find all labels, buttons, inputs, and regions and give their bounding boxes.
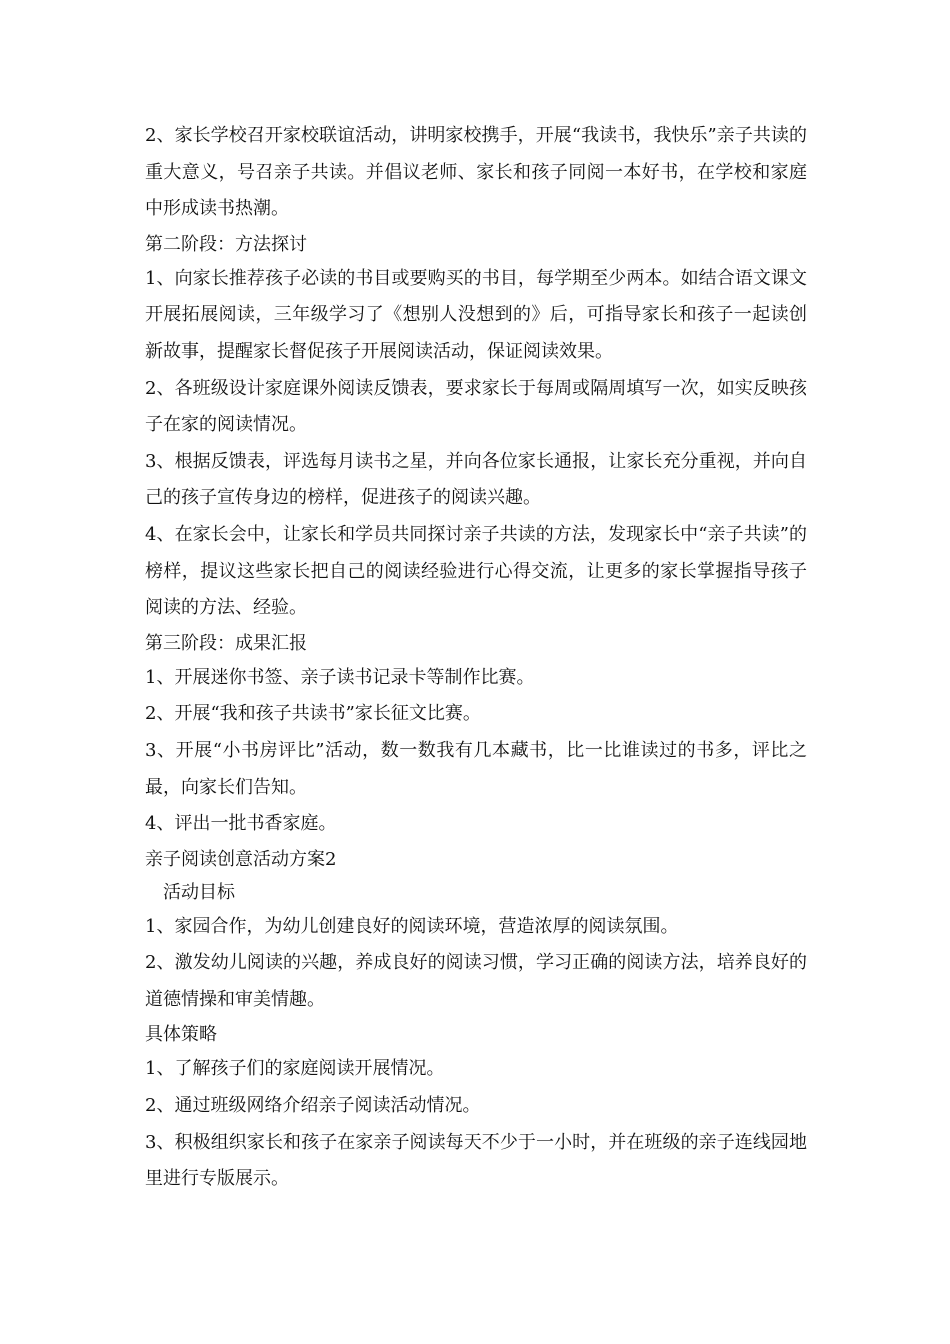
paragraph-book-family: 4、评出一批书香家庭。	[145, 813, 337, 835]
heading-stage-two: 第二阶段：方法探讨	[145, 233, 307, 255]
paragraph-strategy-two: 2、通过班级网络介绍亲子阅读活动情况。	[145, 1095, 481, 1117]
paragraph-reading-star: 3、根据反馈表，评选每月读书之星，并向各位家长通报，让家长充分重视，并向自己的孩子宣传身边的榜样，促进孩子的阅读兴趣。	[145, 450, 807, 509]
paragraph-feedback-form: 2、各班级设计家庭课外阅读反馈表，要求家长于每周或隔周填写一次，如实反映孩子在家的阅读情况。	[145, 377, 807, 436]
document-page	[145, 118, 807, 1198]
paragraph-goal-one: 1、家园合作，为幼儿创建良好的阅读环境，营造浓厚的阅读氛围。	[145, 915, 679, 937]
heading-activity-goals: 活动目标	[163, 881, 235, 903]
paragraph-home-school-event: 2、家长学校召开家校联谊活动，讲明家校携手，开展“我读书，我快乐”亲子共读的重大意义，号召亲子共读。并倡议老师、家长和孩子同阅一本好书，在学校和家庭中形成读书热潮。	[145, 125, 807, 220]
heading-plan-two: 亲子阅读创意活动方案2	[145, 848, 337, 870]
heading-strategies: 具体策略	[145, 1024, 217, 1046]
heading-stage-three: 第三阶段：成果汇报	[145, 632, 307, 654]
paragraph-bookmark-contest: 1、开展迷你书签、亲子读书记录卡等制作比赛。	[145, 666, 535, 688]
paragraph-strategy-three: 3、积极组织家长和孩子在家亲子阅读每天不少于一小时，并在班级的亲子连线园地里进行专版展示。	[145, 1131, 807, 1190]
paragraph-strategy-one: 1、了解孩子们的家庭阅读开展情况。	[145, 1058, 445, 1080]
paragraph-parent-meeting: 4、在家长会中，让家长和学员共同探讨亲子共读的方法，发现家长中“亲子共读”的榜样，提议这些家长把自己的阅读经验进行心得交流，让更多的家长掌握指导孩子阅读的方法、经验。	[145, 523, 807, 619]
paragraph-study-room-contest: 3、开展“小书房评比”活动，数一数我有几本藏书，比一比谁读过的书多，评比之最，向家长们告知。	[145, 739, 807, 798]
paragraph-recommend-books: 1、向家长推荐孩子必读的书目或要购买的书目，每学期至少两本。如结合语文课文开展拓展阅读，三年级学习了《想别人没想到的》后，可指导家长和孩子一起读创新故事，提醒家长督促孩子开展阅读活动，保证阅读效果。	[145, 267, 807, 362]
paragraph-goal-two: 2、激发幼儿阅读的兴趣，养成良好的阅读习惯，学习正确的阅读方法，培养良好的道德情操和审美情趣。	[145, 952, 807, 1010]
paragraph-essay-contest: 2、开展“我和孩子共读书”家长征文比赛。	[145, 703, 481, 725]
